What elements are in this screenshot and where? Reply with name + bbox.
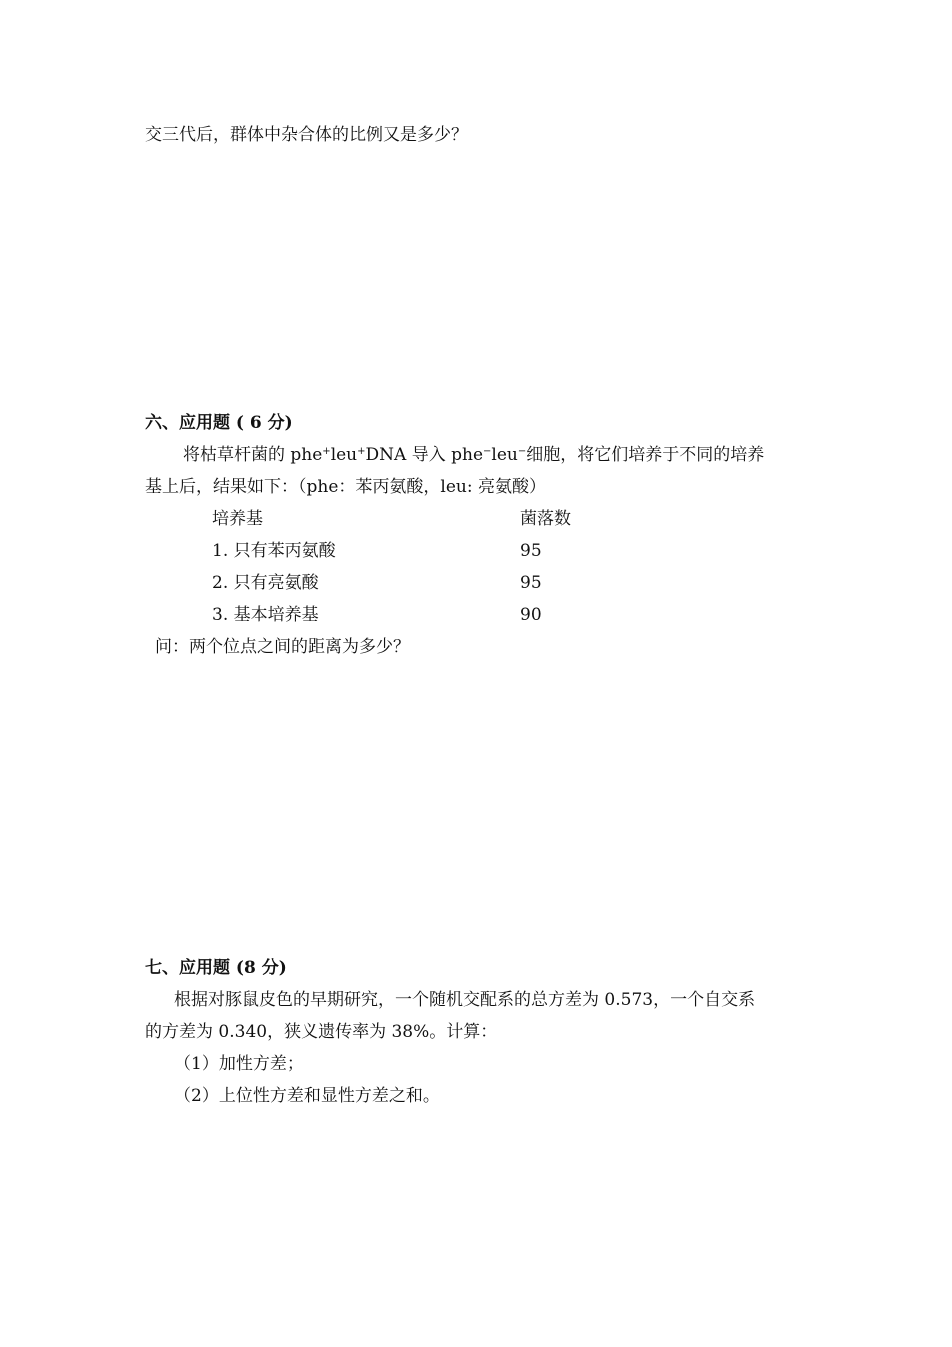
section-7-item-2: （2）上位性方差和显性方差之和。 (174, 1086, 440, 1106)
section-6-paragraph-line-1 (183, 444, 764, 466)
section-7-heading: 七、应用题 (8 分) (145, 958, 287, 978)
section-6-question: 问：两个位点之间的距离为多少？ (155, 637, 410, 657)
superscript-minus: − (517, 446, 527, 457)
para-fragment: 细胞，将它们培养于不同的培养 (526, 445, 765, 465)
section-6-paragraph-line-2: 基上后，结果如下：（phe：苯丙氨酸，leu: 亮氨酸） (145, 477, 546, 497)
superscript-minus: − (483, 446, 492, 457)
para-fragment: 将枯草杆菌的 phe (183, 445, 323, 465)
section-7-item-1: （1）加性方差； (174, 1054, 304, 1074)
table-cell-medium: 3. 基本培养基 (212, 605, 319, 625)
para-fragment: leu (330, 445, 358, 465)
para-fragment: DNA 导入 phe (365, 445, 484, 465)
table-header-medium: 培养基 (212, 509, 263, 529)
superscript-plus: + (357, 446, 366, 457)
table-cell-medium: 2. 只有亮氨酸 (212, 573, 319, 593)
superscript-plus: + (322, 446, 331, 457)
table-cell-medium: 1. 只有苯丙氨酸 (212, 541, 336, 561)
section-6-heading: 六、应用题 ( 6 分) (145, 413, 293, 433)
section-7-paragraph-line-1: 根据对豚鼠皮色的早期研究，一个随机交配系的总方差为 0.573，一个自交系 (174, 990, 756, 1010)
table-cell-count: 90 (520, 605, 542, 625)
table-cell-count: 95 (520, 573, 542, 593)
question-tail-text: 交三代后，群体中杂合体的比例又是多少？ (145, 125, 468, 145)
section-7-paragraph-line-2: 的方差为 0.340，狭义遗传率为 38%。计算： (145, 1022, 498, 1042)
table-header-colonies: 菌落数 (520, 509, 571, 529)
para-fragment: leu (491, 445, 518, 465)
table-cell-count: 95 (520, 541, 542, 561)
